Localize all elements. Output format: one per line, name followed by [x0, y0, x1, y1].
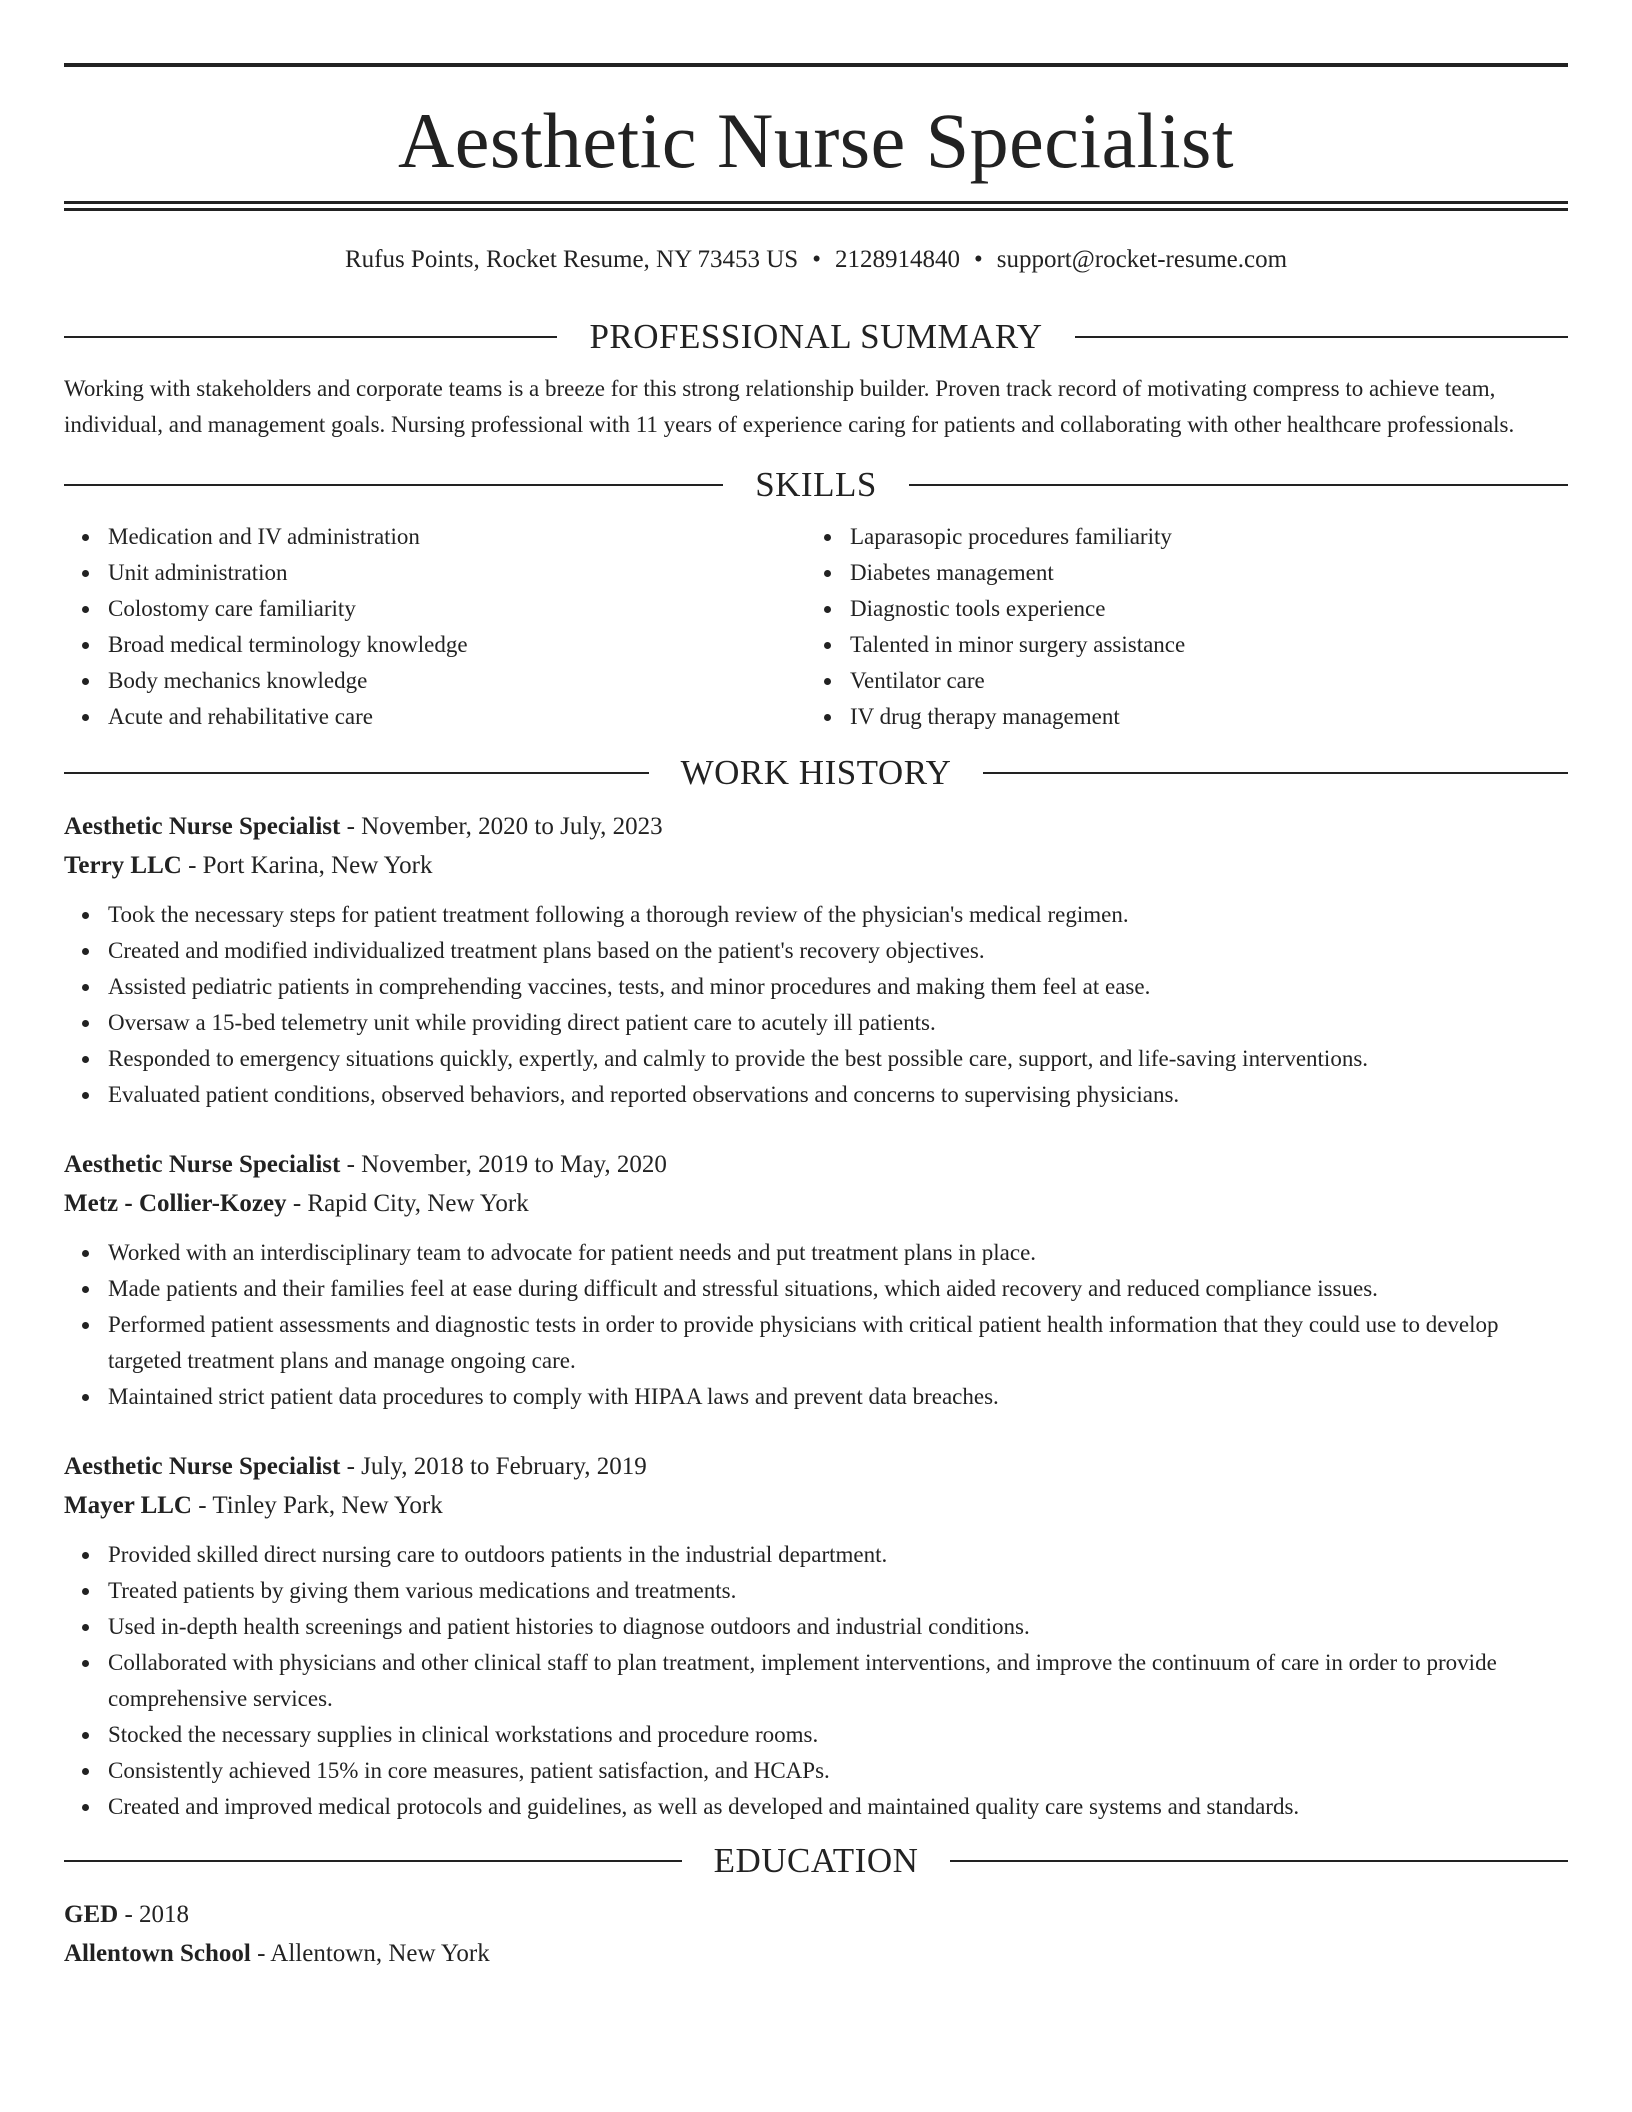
skill-item: Ventilator care — [850, 663, 1548, 699]
job-bullets — [64, 897, 1568, 1113]
skill-item: Body mechanics knowledge — [108, 663, 806, 699]
job-location: - Rapid City, New York — [286, 1190, 529, 1217]
contact-phone: 2128914840 — [834, 246, 960, 273]
job-bullets — [64, 1537, 1568, 1825]
work-section-header — [64, 751, 1568, 795]
section-divider — [64, 336, 557, 338]
education-location: - Allentown, New York — [250, 1940, 490, 1967]
summary-text: Working with stakeholders and corporate teams is a breeze for this strong relationship builder. Proven track record of motivating compress to achieve team, individual, and management goals. Nursing professional with 11 years of experience caring for patients and collaborating with other healthcare professionals. — [64, 376, 1515, 437]
job-bullet: Provided skilled direct nursing care to outdoors patients in the industrial department. — [108, 1537, 1568, 1573]
summary-heading: PROFESSIONAL SUMMARY — [589, 317, 1043, 356]
job-bullet: Evaluated patient conditions, observed behaviors, and reported observations and concerns to supervising physicians. — [108, 1077, 1568, 1113]
resume-title: Aesthetic Nurse Specialist — [397, 97, 1235, 184]
skill-item: Acute and rehabilitative care — [108, 699, 806, 735]
top-rule — [64, 63, 1568, 67]
skill-item: Broad medical terminology knowledge — [108, 627, 806, 663]
contact-separator: • — [812, 246, 821, 273]
job-bullet: Treated patients by giving them various medications and treatments. — [108, 1573, 1568, 1609]
education-heading: EDUCATION — [713, 1841, 919, 1880]
job-bullet: Assisted pediatric patients in comprehending vaccines, tests, and minor procedures and making them feel at ease. — [108, 969, 1568, 1005]
job-bullet: Created and modified individualized treatment plans based on the patient's recovery objectives. — [108, 933, 1568, 969]
section-divider — [64, 484, 723, 486]
section-divider — [64, 1860, 682, 1862]
job-bullet: Stocked the necessary supplies in clinical workstations and procedure rooms. — [108, 1717, 1568, 1753]
job-title: Aesthetic Nurse Specialist — [64, 1453, 341, 1480]
contact-address: Rufus Points, Rocket Resume, NY 73453 US — [344, 246, 799, 273]
skills-grid — [64, 519, 1568, 735]
section-divider — [983, 772, 1568, 774]
skill-item: Unit administration — [108, 555, 806, 591]
skill-item: Diagnostic tools experience — [850, 591, 1548, 627]
section-divider — [1075, 336, 1568, 338]
job-bullet: Took the necessary steps for patient treatment following a thorough review of the physician's medical regimen. — [108, 897, 1568, 933]
skill-item: Medication and IV administration — [108, 519, 806, 555]
job-company: Metz - Collier-Kozey — [64, 1190, 287, 1217]
job-title-line — [64, 1447, 1568, 1486]
job-bullet: Collaborated with physicians and other clinical staff to plan treatment, implement interventions, and improve the continuum of care in order to provide comprehensive services. — [108, 1645, 1568, 1717]
job-bullet: Performed patient assessments and diagnostic tests in order to provide physicians with critical patient health information that they could use to develop targeted treatment plans and manage ongoing care. — [108, 1307, 1568, 1379]
job-bullet: Used in-depth health screenings and patient histories to diagnose outdoors and industrial conditions. — [108, 1609, 1568, 1645]
skills-section-header — [64, 463, 1568, 507]
title-double-rule — [64, 201, 1568, 211]
contact-separator: • — [973, 246, 983, 273]
job-entry — [64, 807, 1568, 1113]
work-heading: WORK HISTORY — [680, 753, 952, 792]
contact-email: support@rocket-resume.com — [996, 246, 1288, 273]
summary-section-header — [64, 315, 1568, 359]
job-title: Aesthetic Nurse Specialist — [64, 813, 341, 840]
job-title-line — [64, 807, 1568, 846]
job-bullet: Made patients and their families feel at ease during difficult and stressful situations, which aided recovery and reduced compliance issues. — [108, 1271, 1568, 1307]
skill-item: Colostomy care familiarity — [108, 591, 806, 627]
skill-item: Diabetes management — [850, 555, 1548, 591]
section-divider — [909, 484, 1568, 486]
job-title: Aesthetic Nurse Specialist — [64, 1151, 341, 1178]
education-degree: GED — [64, 1901, 119, 1928]
job-location: - Tinley Park, New York — [192, 1492, 443, 1519]
skill-item: Talented in minor surgery assistance — [850, 627, 1548, 663]
job-dates: - November, 2019 to May, 2020 — [340, 1151, 667, 1178]
job-bullets — [64, 1235, 1568, 1415]
education-entry — [64, 1895, 1568, 1973]
job-bullet: Worked with an interdisciplinary team to advocate for patient needs and put treatment plans in place. — [108, 1235, 1568, 1271]
job-bullet: Consistently achieved 15% in core measures, patient satisfaction, and HCAPs. — [108, 1753, 1568, 1789]
job-company: Terry LLC — [64, 852, 182, 879]
education-school-line — [64, 1934, 1568, 1973]
job-company-line — [64, 846, 1568, 885]
job-bullet: Maintained strict patient data procedures to comply with HIPAA laws and prevent data breaches. — [108, 1379, 1568, 1415]
education-year: - 2018 — [118, 1901, 190, 1928]
contact-line — [64, 243, 1568, 277]
job-bullet: Oversaw a 15-bed telemetry unit while providing direct patient care to acutely ill patients. — [108, 1005, 1568, 1041]
education-school: Allentown School — [64, 1940, 251, 1967]
education-degree-line — [64, 1895, 1568, 1934]
job-dates: - November, 2020 to July, 2023 — [340, 813, 663, 840]
job-entry — [64, 1145, 1568, 1415]
job-entry — [64, 1447, 1568, 1825]
skills-heading: SKILLS — [755, 465, 877, 504]
job-dates: - July, 2018 to February, 2019 — [340, 1453, 647, 1480]
job-bullet: Responded to emergency situations quickly, expertly, and calmly to provide the best possible care, support, and life-saving interventions. — [108, 1041, 1568, 1077]
job-company: Mayer LLC — [64, 1492, 192, 1519]
skill-item: IV drug therapy management — [850, 699, 1548, 735]
job-company-line — [64, 1486, 1568, 1525]
skills-left-column — [64, 519, 806, 735]
job-company-line — [64, 1184, 1568, 1223]
job-title-line — [64, 1145, 1568, 1184]
skill-item: Laparasopic procedures familiarity — [850, 519, 1548, 555]
section-divider — [950, 1860, 1568, 1862]
section-divider — [64, 772, 649, 774]
job-location: - Port Karina, New York — [181, 852, 433, 879]
education-section-header — [64, 1839, 1568, 1883]
resume-page — [64, 0, 1568, 1973]
job-bullet: Created and improved medical protocols and guidelines, as well as developed and maintained quality care systems and standards. — [108, 1789, 1568, 1825]
skills-right-column — [806, 519, 1548, 735]
